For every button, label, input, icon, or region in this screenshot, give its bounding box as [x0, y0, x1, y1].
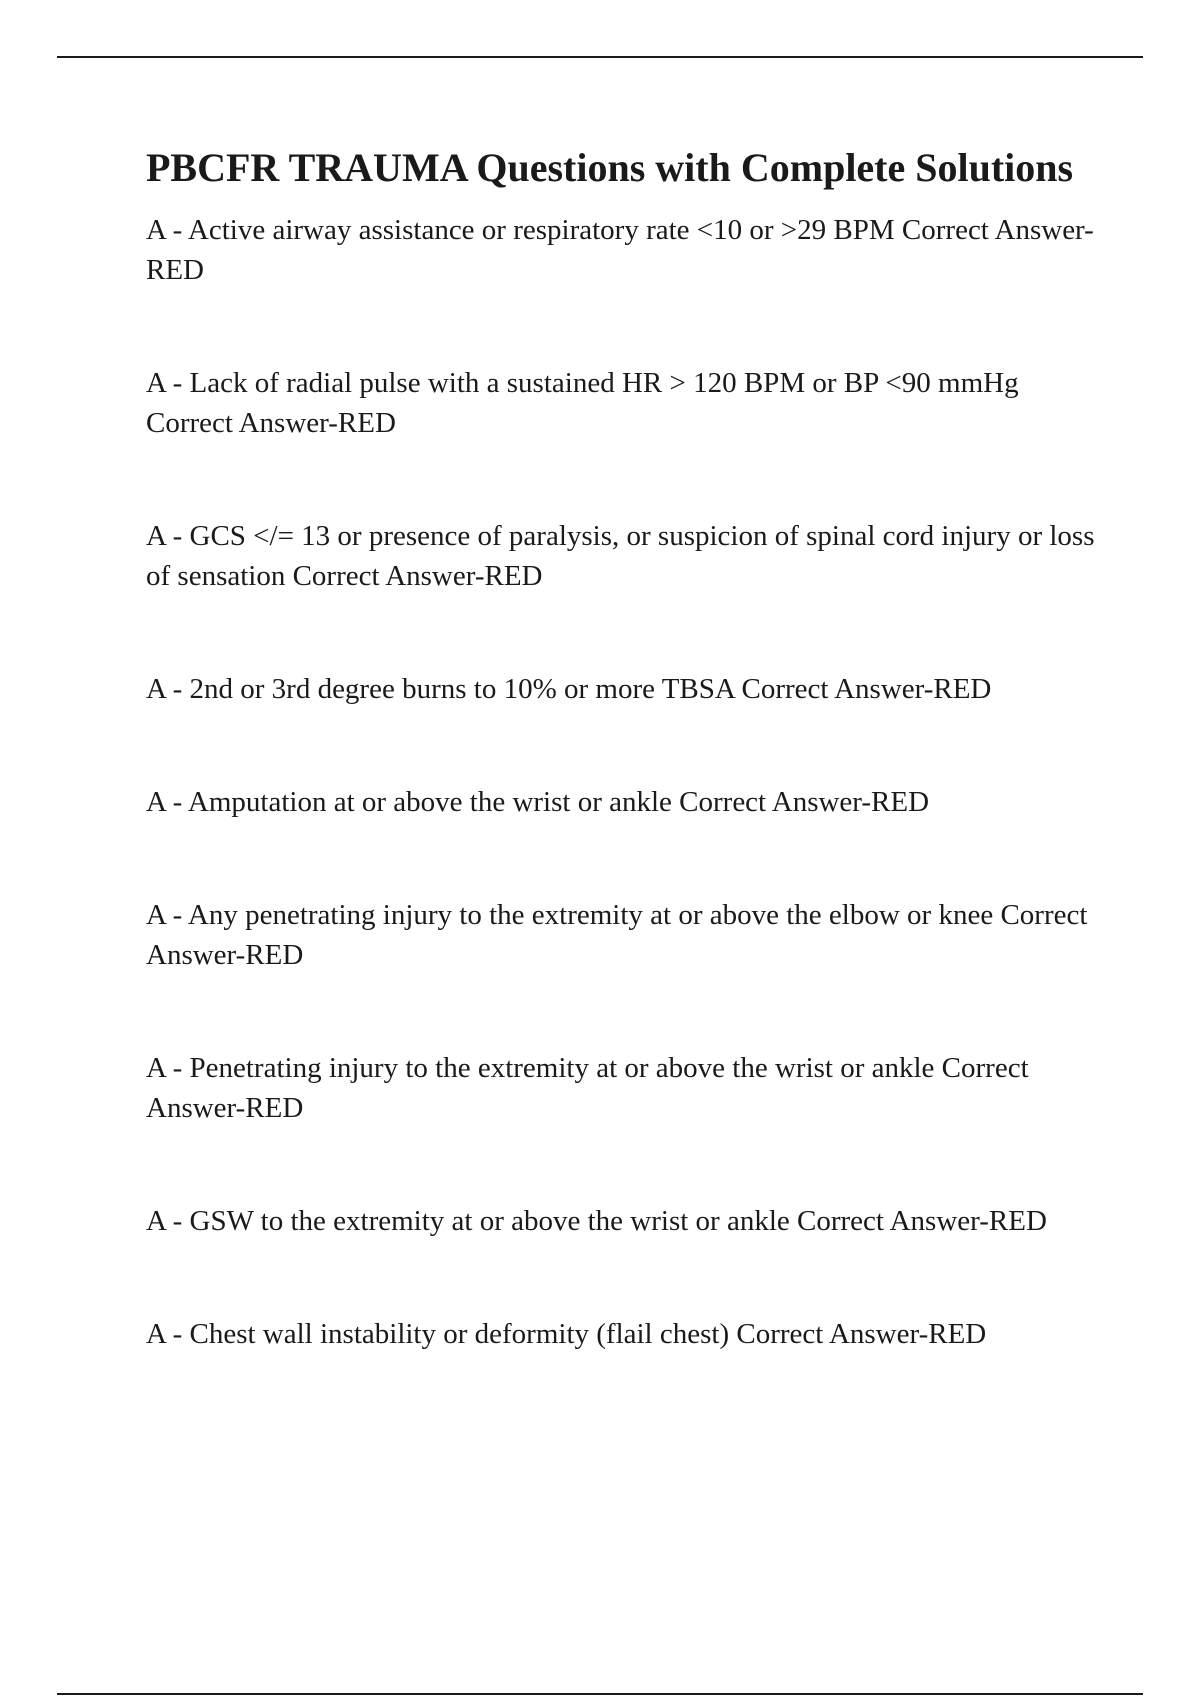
qa-item: A - Penetrating injury to the extremity at or above the wrist or ankle Correct Answer-RED: [146, 1052, 1029, 1124]
qa-item: A - GCS </= 13 or presence of paralysis, or suspicion of spinal cord injury or loss of sensation Correct Answer-RED: [146, 520, 1095, 592]
footer-divider: [57, 1693, 1143, 1695]
qa-item: A - Active airway assistance or respiratory rate <10 or >29 BPM Correct Answer-RED: [146, 214, 1094, 286]
qa-item: A - Chest wall instability or deformity (flail chest) Correct Answer-RED: [146, 1318, 987, 1350]
qa-item: A - 2nd or 3rd degree burns to 10% or more TBSA Correct Answer-RED: [146, 673, 992, 705]
qa-item: A - Amputation at or above the wrist or ankle Correct Answer-RED: [146, 786, 930, 818]
qa-item: A - GSW to the extremity at or above the wrist or ankle Correct Answer-RED: [146, 1205, 1047, 1237]
qa-item: A - Lack of radial pulse with a sustained HR > 120 BPM or BP <90 mmHg Correct Answer-RED: [146, 367, 1019, 439]
page-title: PBCFR TRAUMA Questions with Complete Solutions: [146, 145, 1074, 190]
qa-list: [146, 210, 1096, 1427]
qa-item: A - Any penetrating injury to the extremity at or above the elbow or knee Correct Answer-RED: [146, 899, 1088, 971]
header-divider: [57, 56, 1143, 58]
